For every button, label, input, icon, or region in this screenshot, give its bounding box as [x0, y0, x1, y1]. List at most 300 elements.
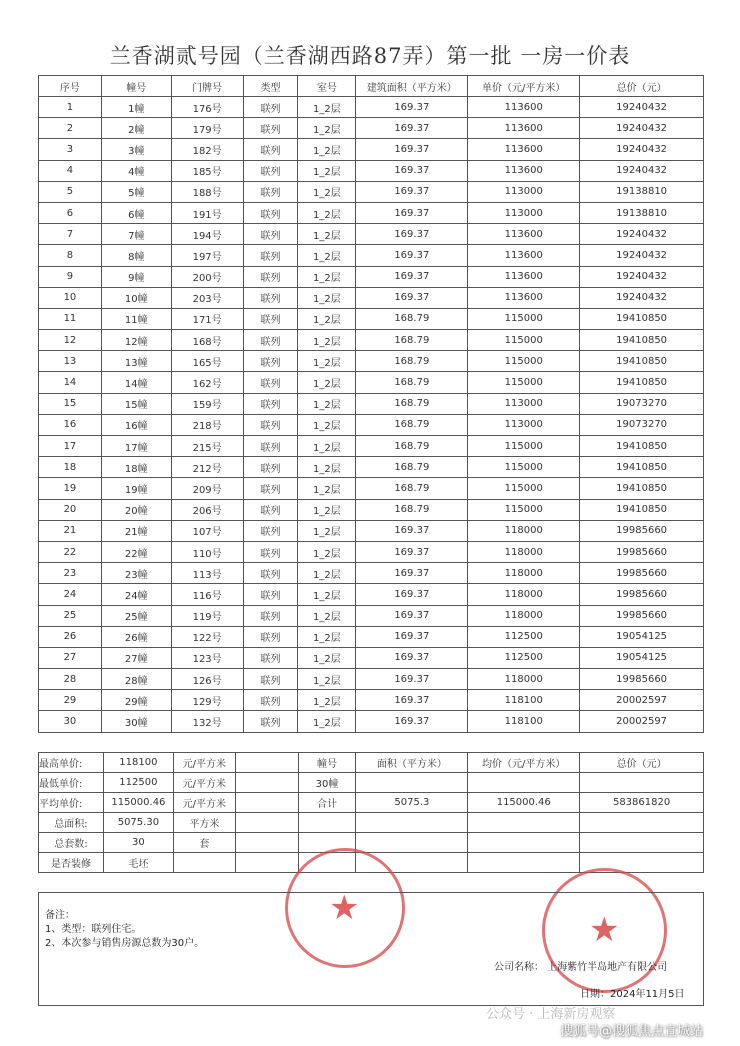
- table-cell: 联列: [243, 351, 298, 372]
- table-cell: 215号: [171, 436, 243, 457]
- table-cell: 联列: [243, 478, 298, 499]
- table-cell: 169.37: [356, 541, 468, 562]
- table-cell: 23幢: [101, 563, 171, 584]
- table-cell: 1_2层: [298, 520, 356, 541]
- table-cell: 122号: [171, 626, 243, 647]
- table-cell: 17幢: [101, 436, 171, 457]
- table-cell: 168.79: [356, 330, 468, 351]
- table-row: [39, 330, 704, 351]
- table-row: [39, 181, 704, 202]
- total-avg: 115000.46: [468, 793, 580, 813]
- table-cell: 119号: [171, 605, 243, 626]
- table-cell: 9: [39, 266, 102, 287]
- table-row: [39, 457, 704, 478]
- table-cell: 165号: [171, 351, 243, 372]
- empty-cell: [468, 833, 580, 853]
- table-cell: 113000: [468, 202, 580, 223]
- table-cell: 12幢: [101, 330, 171, 351]
- table-cell: 118000: [468, 669, 580, 690]
- empty-cell: [235, 853, 298, 873]
- table-cell: 1_2层: [298, 139, 356, 160]
- table-cell: 联列: [243, 287, 298, 308]
- table-cell: 1_2层: [298, 647, 356, 668]
- table-cell: 168.79: [356, 414, 468, 435]
- table-cell: 115000: [468, 478, 580, 499]
- table-header-row: [39, 76, 704, 97]
- table-cell: 191号: [171, 202, 243, 223]
- table-cell: 168.79: [356, 393, 468, 414]
- table-cell: 115000: [468, 436, 580, 457]
- table-cell: 7幢: [101, 224, 171, 245]
- table-cell: 24幢: [101, 584, 171, 605]
- table-row: [39, 393, 704, 414]
- table-cell: 联列: [243, 563, 298, 584]
- table-cell: 169.37: [356, 139, 468, 160]
- table-cell: 113600: [468, 266, 580, 287]
- table-cell: 200号: [171, 266, 243, 287]
- table-cell: 113600: [468, 118, 580, 139]
- table-cell: 15幢: [101, 393, 171, 414]
- table-cell: 212号: [171, 457, 243, 478]
- table-cell: 20002597: [580, 690, 704, 711]
- table-cell: 19410850: [580, 478, 704, 499]
- table-cell: 联列: [243, 308, 298, 329]
- table-cell: 联列: [243, 372, 298, 393]
- table-row: [39, 224, 704, 245]
- table-row: [39, 160, 704, 181]
- min-price-unit: 元/平方米: [173, 773, 235, 793]
- unit-count-label: 总套数:: [39, 833, 104, 853]
- table-cell: 12: [39, 330, 102, 351]
- table-row: [39, 97, 704, 118]
- table-cell: 19410850: [580, 372, 704, 393]
- table-row: [39, 139, 704, 160]
- table-cell: 169.37: [356, 563, 468, 584]
- table-cell: 10: [39, 287, 102, 308]
- table-row: [39, 351, 704, 372]
- table-cell: 118000: [468, 584, 580, 605]
- table-cell: 4幢: [101, 160, 171, 181]
- table-cell: 118000: [468, 541, 580, 562]
- table-cell: 19240432: [580, 160, 704, 181]
- table-row: [39, 414, 704, 435]
- empty-cell: [173, 853, 235, 873]
- table-cell: 联列: [243, 266, 298, 287]
- table-cell: 168.79: [356, 457, 468, 478]
- table-cell: 27: [39, 647, 102, 668]
- table-row: [39, 647, 704, 668]
- table-cell: 16: [39, 414, 102, 435]
- avg-price-unit: 元/平方米: [173, 793, 235, 813]
- empty-cell: [468, 773, 580, 793]
- table-cell: 19985660: [580, 541, 704, 562]
- table-cell: 联列: [243, 97, 298, 118]
- table-cell: 1_2层: [298, 541, 356, 562]
- table-cell: 联列: [243, 245, 298, 266]
- area-header: 面积（平方米）: [356, 753, 468, 773]
- table-cell: 15: [39, 393, 102, 414]
- table-row: [39, 202, 704, 223]
- table-cell: 197号: [171, 245, 243, 266]
- table-cell: 9幢: [101, 266, 171, 287]
- table-cell: 1_2层: [298, 330, 356, 351]
- total-area: 5075.3: [356, 793, 468, 813]
- table-cell: 10幢: [101, 287, 171, 308]
- note-line-2: 2、本次参与销售房源总数为30户。: [45, 938, 205, 949]
- table-cell: 1_2层: [298, 669, 356, 690]
- table-cell: 19240432: [580, 245, 704, 266]
- total-area-label: 总面积:: [39, 813, 104, 833]
- table-cell: 107号: [171, 520, 243, 541]
- table-cell: 1_2层: [298, 160, 356, 181]
- max-price-value: 118100: [103, 753, 173, 773]
- table-cell: 19054125: [580, 626, 704, 647]
- table-cell: 14: [39, 372, 102, 393]
- table-cell: 113600: [468, 287, 580, 308]
- table-cell: 19054125: [580, 647, 704, 668]
- table-cell: 联列: [243, 669, 298, 690]
- table-cell: 11: [39, 308, 102, 329]
- table-cell: 113600: [468, 139, 580, 160]
- table-cell: 21: [39, 520, 102, 541]
- table-cell: 123号: [171, 647, 243, 668]
- company-name: 公司名称： 上海紫竹半岛地产有限公司: [494, 962, 668, 973]
- empty-cell: [356, 773, 468, 793]
- table-cell: 188号: [171, 181, 243, 202]
- table-cell: 1_2层: [298, 202, 356, 223]
- table-cell: 29幢: [101, 690, 171, 711]
- table-cell: 1_2层: [298, 118, 356, 139]
- table-cell: 1: [39, 97, 102, 118]
- table-cell: 19410850: [580, 436, 704, 457]
- table-cell: 联列: [243, 647, 298, 668]
- table-cell: 11幢: [101, 308, 171, 329]
- table-cell: 169.37: [356, 605, 468, 626]
- table-cell: 17: [39, 436, 102, 457]
- table-cell: 13幢: [101, 351, 171, 372]
- table-cell: 126号: [171, 669, 243, 690]
- table-cell: 159号: [171, 393, 243, 414]
- table-row: [39, 308, 704, 329]
- table-cell: 115000: [468, 457, 580, 478]
- table-cell: 6: [39, 202, 102, 223]
- table-cell: 19410850: [580, 499, 704, 520]
- table-cell: 132号: [171, 711, 243, 732]
- empty-cell: [580, 813, 704, 833]
- table-cell: 22: [39, 541, 102, 562]
- table-cell: 19138810: [580, 202, 704, 223]
- table-row: [39, 372, 704, 393]
- table-cell: 8: [39, 245, 102, 266]
- table-cell: 1_2层: [298, 478, 356, 499]
- table-cell: 联列: [243, 541, 298, 562]
- table-cell: 169.37: [356, 224, 468, 245]
- table-cell: 30幢: [101, 711, 171, 732]
- table-cell: 113600: [468, 224, 580, 245]
- table-cell: 169.37: [356, 287, 468, 308]
- table-cell: 19240432: [580, 118, 704, 139]
- table-cell: 113000: [468, 181, 580, 202]
- table-cell: 218号: [171, 414, 243, 435]
- table-row: [39, 541, 704, 562]
- col-header: 序号: [39, 76, 102, 97]
- table-cell: 182号: [171, 139, 243, 160]
- table-cell: 168.79: [356, 372, 468, 393]
- table-cell: 19410850: [580, 330, 704, 351]
- table-cell: 19240432: [580, 97, 704, 118]
- table-cell: 1_2层: [298, 436, 356, 457]
- page-title: 兰香湖贰号园（兰香湖西路87弄）第一批 一房一价表: [109, 44, 631, 68]
- table-row: [39, 245, 704, 266]
- table-cell: 1_2层: [298, 308, 356, 329]
- table-cell: 169.37: [356, 266, 468, 287]
- empty-cell: [468, 853, 580, 873]
- table-cell: 116号: [171, 584, 243, 605]
- table-cell: 1_2层: [298, 97, 356, 118]
- table-cell: 113600: [468, 160, 580, 181]
- col-header: 建筑面积（平方米）: [356, 76, 468, 97]
- table-cell: 1_2层: [298, 245, 356, 266]
- table-cell: 1_2层: [298, 605, 356, 626]
- table-cell: 30: [39, 711, 102, 732]
- table-cell: 1_2层: [298, 372, 356, 393]
- table-cell: 176号: [171, 97, 243, 118]
- table-cell: 3幢: [101, 139, 171, 160]
- table-cell: 209号: [171, 478, 243, 499]
- table-row: [39, 478, 704, 499]
- table-cell: 113号: [171, 563, 243, 584]
- table-row: [39, 436, 704, 457]
- table-cell: 169.37: [356, 160, 468, 181]
- building-header: 幢号: [298, 753, 356, 773]
- table-cell: 23: [39, 563, 102, 584]
- table-cell: 169.37: [356, 584, 468, 605]
- table-row: [39, 711, 704, 732]
- table-cell: 169.37: [356, 97, 468, 118]
- table-cell: 联列: [243, 690, 298, 711]
- table-cell: 169.37: [356, 669, 468, 690]
- table-cell: 28: [39, 669, 102, 690]
- table-cell: 169.37: [356, 202, 468, 223]
- seal-star-icon: ★: [329, 888, 360, 928]
- table-cell: 118000: [468, 563, 580, 584]
- avg-header: 均价（元/平方米）: [468, 753, 580, 773]
- table-cell: 169.37: [356, 118, 468, 139]
- table-cell: 14幢: [101, 372, 171, 393]
- table-row: [39, 669, 704, 690]
- table-cell: 168.79: [356, 499, 468, 520]
- table-cell: 联列: [243, 584, 298, 605]
- table-cell: 联列: [243, 118, 298, 139]
- table-row: [39, 584, 704, 605]
- max-price-unit: 元/平方米: [173, 753, 235, 773]
- table-cell: 1_2层: [298, 690, 356, 711]
- price-table: [38, 75, 704, 733]
- table-cell: 118100: [468, 690, 580, 711]
- table-cell: 112500: [468, 647, 580, 668]
- table-cell: 169.37: [356, 711, 468, 732]
- table-cell: 28幢: [101, 669, 171, 690]
- col-header: 类型: [243, 76, 298, 97]
- table-cell: 113600: [468, 245, 580, 266]
- empty-cell: [235, 773, 298, 793]
- table-cell: 27幢: [101, 647, 171, 668]
- empty-cell: [356, 833, 468, 853]
- table-cell: 19138810: [580, 181, 704, 202]
- table-cell: 6幢: [101, 202, 171, 223]
- table-row: [39, 626, 704, 647]
- unit-count-unit: 套: [173, 833, 235, 853]
- table-cell: 169.37: [356, 181, 468, 202]
- table-cell: 129号: [171, 690, 243, 711]
- table-cell: 19: [39, 478, 102, 499]
- table-cell: 联列: [243, 711, 298, 732]
- table-cell: 19240432: [580, 287, 704, 308]
- table-cell: 联列: [243, 436, 298, 457]
- notes-heading: 备注：: [45, 910, 75, 921]
- table-cell: 联列: [243, 626, 298, 647]
- table-cell: 7: [39, 224, 102, 245]
- table-cell: 8幢: [101, 245, 171, 266]
- empty-cell: [235, 833, 298, 853]
- total-header: 总价（元）: [580, 753, 704, 773]
- table-cell: 115000: [468, 330, 580, 351]
- table-cell: 联列: [243, 139, 298, 160]
- table-cell: 21幢: [101, 520, 171, 541]
- table-cell: 联列: [243, 457, 298, 478]
- min-price-label: 最低单价:: [39, 773, 104, 793]
- table-cell: 20幢: [101, 499, 171, 520]
- table-cell: 19410850: [580, 351, 704, 372]
- col-header: 门牌号: [171, 76, 243, 97]
- decoration-label: 是否装修: [39, 853, 104, 873]
- table-row: [39, 118, 704, 139]
- table-cell: 19073270: [580, 414, 704, 435]
- table-cell: 194号: [171, 224, 243, 245]
- table-cell: 118000: [468, 520, 580, 541]
- table-cell: 20002597: [580, 711, 704, 732]
- table-cell: 22幢: [101, 541, 171, 562]
- table-cell: 118100: [468, 711, 580, 732]
- table-cell: 112500: [468, 626, 580, 647]
- table-cell: 206号: [171, 499, 243, 520]
- table-cell: 13: [39, 351, 102, 372]
- table-cell: 113000: [468, 414, 580, 435]
- table-cell: 26幢: [101, 626, 171, 647]
- table-cell: 19幢: [101, 478, 171, 499]
- table-cell: 5: [39, 181, 102, 202]
- empty-cell: [235, 753, 298, 773]
- table-cell: 联列: [243, 160, 298, 181]
- table-cell: 169.37: [356, 520, 468, 541]
- table-cell: 19985660: [580, 563, 704, 584]
- col-header: 总价（元）: [580, 76, 704, 97]
- table-cell: 1_2层: [298, 626, 356, 647]
- table-row: [39, 266, 704, 287]
- max-price-label: 最高单价:: [39, 753, 104, 773]
- table-cell: 1_2层: [298, 711, 356, 732]
- empty-cell: [298, 813, 356, 833]
- table-cell: 5幢: [101, 181, 171, 202]
- table-cell: 118000: [468, 605, 580, 626]
- table-cell: 2幢: [101, 118, 171, 139]
- col-header: 单价（元/平方米）: [468, 76, 580, 97]
- table-cell: 3: [39, 139, 102, 160]
- total-label: 合计: [298, 793, 356, 813]
- table-cell: 168.79: [356, 478, 468, 499]
- table-cell: 1_2层: [298, 266, 356, 287]
- table-row: [39, 690, 704, 711]
- table-cell: 1_2层: [298, 287, 356, 308]
- table-cell: 1_2层: [298, 181, 356, 202]
- col-header: 幢号: [101, 76, 171, 97]
- table-row: [39, 287, 704, 308]
- avg-price-label: 平均单价:: [39, 793, 104, 813]
- empty-cell: [580, 833, 704, 853]
- table-cell: 185号: [171, 160, 243, 181]
- table-cell: 18: [39, 457, 102, 478]
- table-cell: 联列: [243, 605, 298, 626]
- table-cell: 18幢: [101, 457, 171, 478]
- table-row: [39, 605, 704, 626]
- table-row: [39, 563, 704, 584]
- avg-price-value: 115000.46: [103, 793, 173, 813]
- document-date: 日期：2024年11月5日: [580, 989, 685, 1000]
- watermark-sohu: 搜狐号@搜狐焦点宣城站: [560, 1024, 704, 1039]
- table-cell: 联列: [243, 520, 298, 541]
- table-cell: 29: [39, 690, 102, 711]
- total-price: 583861820: [580, 793, 704, 813]
- table-cell: 168.79: [356, 351, 468, 372]
- empty-cell: [468, 813, 580, 833]
- table-cell: 24: [39, 584, 102, 605]
- table-cell: 113000: [468, 393, 580, 414]
- table-cell: 171号: [171, 308, 243, 329]
- table-cell: 168.79: [356, 308, 468, 329]
- table-cell: 19985660: [580, 584, 704, 605]
- table-cell: 19410850: [580, 308, 704, 329]
- table-cell: 113600: [468, 97, 580, 118]
- col-header: 室号: [298, 76, 356, 97]
- table-cell: 19985660: [580, 605, 704, 626]
- note-line-1: 1、类型：联列住宅。: [45, 924, 142, 935]
- table-cell: 115000: [468, 351, 580, 372]
- table-cell: 联列: [243, 330, 298, 351]
- table-cell: 19240432: [580, 139, 704, 160]
- table-cell: 19073270: [580, 393, 704, 414]
- table-cell: 169.37: [356, 245, 468, 266]
- table-cell: 19410850: [580, 457, 704, 478]
- table-cell: 1_2层: [298, 224, 356, 245]
- table-cell: 4: [39, 160, 102, 181]
- table-cell: 20: [39, 499, 102, 520]
- table-cell: 联列: [243, 181, 298, 202]
- table-cell: 1_2层: [298, 457, 356, 478]
- table-cell: 1_2层: [298, 414, 356, 435]
- table-cell: 19240432: [580, 266, 704, 287]
- table-cell: 16幢: [101, 414, 171, 435]
- table-cell: 2: [39, 118, 102, 139]
- table-cell: 115000: [468, 308, 580, 329]
- empty-cell: [580, 773, 704, 793]
- max-building: 30幢: [298, 773, 356, 793]
- table-cell: 联列: [243, 393, 298, 414]
- table-cell: 26: [39, 626, 102, 647]
- table-cell: 25幢: [101, 605, 171, 626]
- table-cell: 203号: [171, 287, 243, 308]
- table-cell: 联列: [243, 499, 298, 520]
- table-cell: 115000: [468, 499, 580, 520]
